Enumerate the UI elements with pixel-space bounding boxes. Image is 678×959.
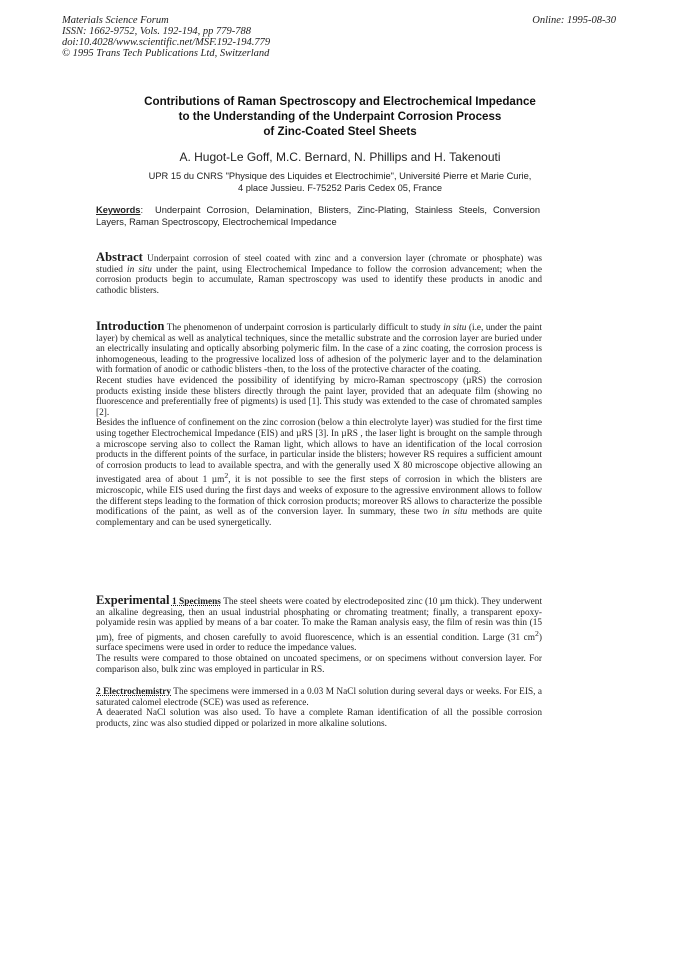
affiliation-line: UPR 15 du CNRS "Physique des Liquides et Electrochimie", Université Pierre et Marie Curie, (148, 171, 532, 181)
subsection-heading: 2 Electrochemistry (96, 687, 172, 698)
keywords-text: Underpaint Corrosion, Delamination, Blisters, Zinc-Plating, Stainless Steels, Conversion Layers, Raman Spectroscopy, Electrochemical Impedance (96, 205, 540, 227)
paper-title (90, 94, 590, 139)
intro-text: The phenomenon of underpaint corrosion is particularly difficult to study (166, 323, 441, 333)
superscript: 2 (535, 628, 539, 638)
title-line: of Zinc-Coated Steel Sheets (263, 125, 417, 138)
intro-text: Besides the influence of confinement on the zinc corrosion (below a thin electrolyte layer) was studied for the first time using together Electrochemical Impedance (EIS) and µRS [3]. In µRS , the laser light is brought on the sample through a microscope serving also to collect the Raman light, which allows to have an identification of the local corrosion products in the different points of the surface, in particular inside the blisters; however RS requires a sufficient amount of corrosion products to lead to available spectra, and with the generally used X 80 microscope objective allowing an investigated area of about 1 µm (96, 418, 542, 486)
journal-metadata (62, 15, 270, 59)
affiliation (90, 170, 590, 194)
keywords-label: Keywords (96, 205, 141, 215)
abstract-italic: in situ (127, 264, 152, 275)
intro-italic: in situ (442, 507, 468, 518)
introduction-section (96, 321, 542, 528)
intro-text: methods are quite complementary and can be used synergetically. (96, 507, 543, 528)
subsection-heading: 1 Specimens (171, 597, 221, 607)
experimental-paragraph: The results were compared to those obtained on uncoated specimens, or on specimens without conversion layer. For comparison also, bulk zinc was employed in particular in RS. (96, 654, 542, 675)
experimental-section (96, 595, 542, 730)
title-line: Contributions of Raman Spectroscopy and Electrochemical Impedance (144, 95, 536, 108)
keywords-block: Keywords: Underpaint Corrosion, Delamination, Blisters, Zinc-Plating, Stainless Steels, Conversion Layers, Raman Spectroscopy, Electrochemical Impedance (96, 205, 540, 227)
experimental-text: ) surface specimens were used in order to reduce the impedance values. (96, 632, 542, 654)
journal-name: Materials Science Forum (62, 15, 169, 26)
experimental-text: The specimens were immersed in a 0.03 M NaCl solution during several days or weeks. For EIS, a saturated calomel electrode (SCE) was used as reference. (96, 687, 542, 708)
abstract-section (96, 252, 542, 296)
introduction-heading: Introduction (96, 319, 165, 333)
abstract-text: under the paint, using Electrochemical Impedance to follow the corrosion advancement; when the corrosion products begin to accumulate, Raman spectroscopy was used to identify these products in anodic and cathodic blisters. (96, 264, 543, 296)
experimental-text: The steel sheets were coated by electrodeposited zinc (10 µm thick). They underwent an alkaline degreasing, then an usual industrial phosphating or chromating treatment; finally, a transparent epoxy-polyamide resin was applied by means of a bar coater. To make the Raman analysis easy, the film of resin was thin (15 µm), free of pigments, and chosen carefully to avoid fluorescence, which is an essential condition. Large (31 cm (96, 597, 543, 643)
issn-line: ISSN: 1662-9752, Vols. 192-194, pp 779-788 (62, 26, 251, 37)
intro-text: (i.e, under the paint layer) by chemical as well as analytical techniques, since the metallic substrate and the corrosion layer are buried under an electrically insulating and optically absorbing polymeric film. In the case of a zinc coating, the corrosion process is inhomogeneous, leading to the progressive localized loss of adhesion of the polymeric layer and to the delamination with formation of anodic or cathodic blisters -then, to the loss of the protective character of the coating. (96, 323, 543, 376)
intro-text: , it is not possible to see the first steps of corrosion in which the blisters are microscopic, while EIS used during the first days and weeks of exposure to the agressive environment allows to follow the different steps leading to the formation of thick corrosion products; moreover RS allows to characterize the possible modifications of the paint, as well as of the conversion layer. In summary, these two (96, 475, 542, 518)
online-date: Online: 1995-08-30 (532, 15, 616, 26)
intro-paragraph: Recent studies have evidenced the possibility of identifying by micro-Raman spectroscopy (µRS) the corrosion products existing inside these blisters directly through the paint layer, provided that an adequate film (showing no fluorescence and preferentially free of pigments) is used [1]. This study was extended to the case of chromated samples [2]. (96, 375, 542, 418)
affiliation-line: 4 place Jussieu. F-75252 Paris Cedex 05, France (237, 183, 443, 193)
intro-italic: in situ (443, 323, 467, 333)
authors: A. Hugot-Le Goff, M.C. Bernard, N. Phillips and H. Takenouti (179, 150, 501, 164)
abstract-text: Underpaint corrosion of steel coated with zinc and a conversion layer (chromate or phosphate) was studied (96, 254, 542, 275)
experimental-heading: Experimental (96, 593, 170, 607)
abstract-heading: Abstract (96, 250, 143, 264)
experimental-paragraph: A deaerated NaCl solution was also used. To have a complete Raman identification of all the possible corrosion products, zinc was also studied dipped or polarized in more alkaline solutions. (96, 708, 542, 730)
copyright-line: © 1995 Trans Tech Publications Ltd, Switzerland (62, 48, 270, 59)
superscript: 2 (224, 471, 229, 481)
doi-line: doi:10.4028/www.scientific.net/MSF.192-194.779 (62, 37, 271, 48)
title-line: to the Understanding of the Underpaint Corrosion Process (178, 110, 502, 123)
